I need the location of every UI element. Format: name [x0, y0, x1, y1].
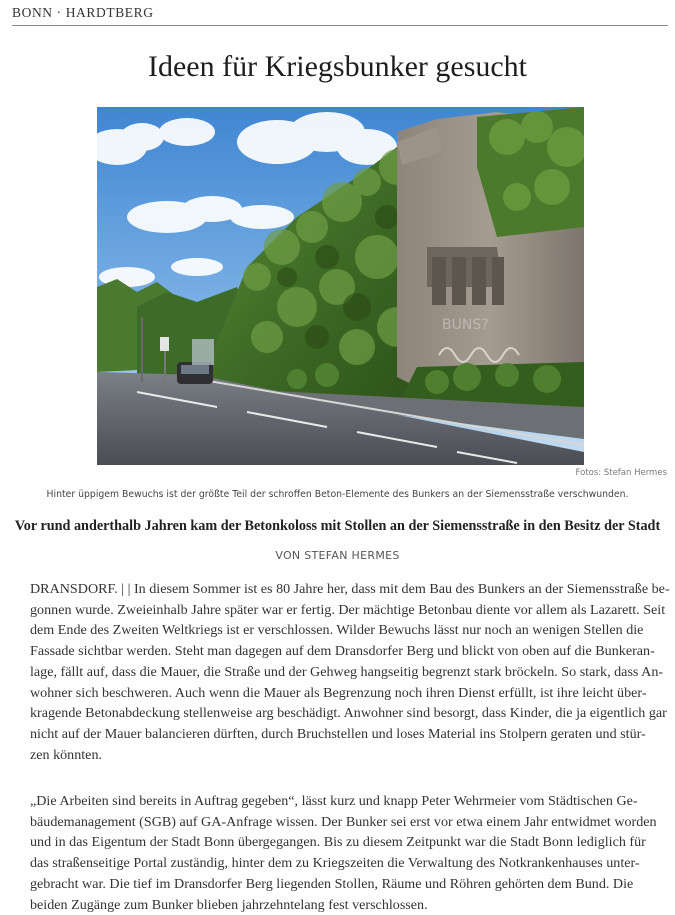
text-line: beiden Zugänge zum Bunker blieben jahrzehntelang fest verschlossen. [30, 896, 428, 913]
paragraph-1 [30, 579, 670, 765]
text-line: gebracht war. Die tief im Dransdorfer Berg liegenden Stollen, Räume und Röhren gehörten dem Bund. Die [30, 875, 634, 892]
text-line: nicht auf der Mauer balancieren dürften, durch Bruchstellen und loses Material ins Stolpern geraten und stür- [30, 725, 646, 742]
text-line: wohner sich beschweren. Auch wenn die Mauer als Begrenzung noch ihren Dienst erfüllt, ist ihre leicht über- [30, 684, 647, 701]
article-photo[interactable] [97, 107, 584, 465]
paragraph-2 [30, 791, 657, 915]
text-line: „Die Arbeiten sind bereits in Auftrag gegeben“, lässt kurz und knapp Peter Wehrmeier vom Städtischen Ge- [30, 793, 638, 809]
text-line: gonnen wurde. Zweieinhalb Jahre später war er fertig. Der mächtige Betonbau diente vor allem als Lazarett. Seit [30, 601, 666, 618]
text-line: bäudemanagement (SGB) auf GA-Anfrage wissen. Der Bunker sei erst vor etwa einem Jahr entwidmet worden [30, 813, 657, 830]
text-line: kragende Betonabdeckung stellenweise arg beschädigt. Anwohner sind besorgt, dass Kinder, die ja eigentlich gar [30, 705, 667, 722]
text-line: das straßenseitige Portal zuständig, hinter dem zu Kriegszeiten die Verwaltung des Notkrankenhauses unter- [30, 855, 640, 872]
article-title: Ideen für Kriegsbunker gesucht [147, 50, 528, 83]
text-line: und in das Eigentum der Stadt Bonn übergegangen. Bis zu diesem Zeitpunkt war die Stadt Bonn lediglich für [30, 834, 646, 851]
byline: VON STEFAN HERMES [275, 549, 400, 562]
photo-caption: Hinter üppigem Bewuchs ist der größte Teil der schroffen Beton-Elemente des Bunkers an der Siemensstraße verschwunden. [46, 489, 629, 500]
text-line: lage, fällt auf, dass die Mauer, die Straße und der Gehweg hangseitig begrenzt stark bröckeln. So stark, dass An- [30, 663, 664, 680]
photo-credit: Fotos: Stefan Hermes [575, 468, 667, 478]
section-header[interactable]: BONN · HARDTBERG [12, 3, 668, 26]
article-subtitle: Vor rund anderthalb Jahren kam der Betonkoloss mit Stollen an der Siemensstraße in den Besitz der Stadt [14, 518, 661, 534]
graffiti-text: BUNS? [442, 317, 489, 333]
text-line: dem Ende des Zweiten Weltkriegs ist er verschlossen. Wilder Bewuchs lässt nur noch an wenigen Stellen die [30, 622, 644, 639]
text-line: zen könnten. [30, 746, 103, 763]
text-line: DRANSDORF. | | In diesem Sommer ist es 80 Jahre her, dass mit dem Bau des Bunkers an der Siemensstraße be- [30, 581, 670, 597]
text-line: Fassade sichtbar werden. Steht man dagegen auf dem Dransdorfer Berg und blickt von oben auf die Bunkeran- [30, 643, 655, 660]
